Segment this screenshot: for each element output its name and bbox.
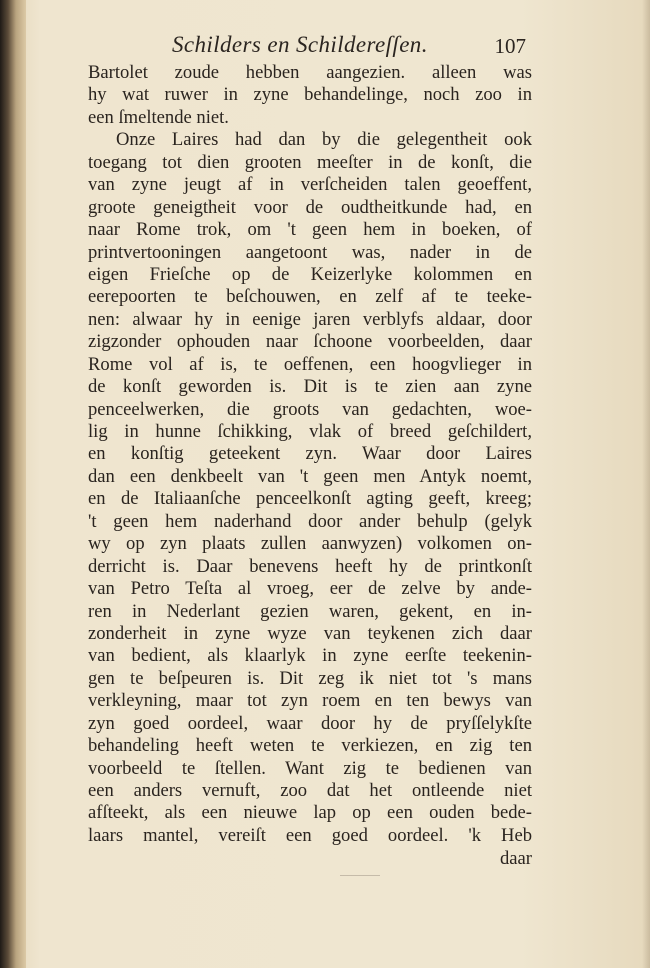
text-line: penceelwerken, die groots van gedachten, woe- [88,398,532,420]
running-title: Schilders en Schildereſſen. [172,32,428,57]
text-line: Rome vol af is, te oeffenen, een hoogvlieger in [88,353,532,375]
text-line: de konſt geworden is. Dit is te zien aan zyne [88,376,532,398]
text-line: van Petro Teſta al vroeg, eer de zelve by ande- [88,578,532,600]
text-line: van bedient, als klaarlyk in zyne eerſte teekenin- [88,645,532,667]
faint-mark [340,875,380,876]
text-line: toegang tot dien grooten meeſter in de konſt, die [88,151,532,173]
running-head [96,32,526,62]
text-line: ren in Nederlant gezien waren, gekent, en in- [88,600,532,622]
text-line: zyn goed oordeel, waar door hy de pryſſelykſte [88,712,532,734]
text-line: nen: alwaar hy in eenige jaren verblyfs aldaar, door [88,308,532,330]
text-line: en konſtig geteekent zyn. Waar door Laires [88,443,532,465]
text-line: eerepoorten te beſchouwen, en zelf af te teeke- [88,286,532,308]
text-line: naar Rome trok, om 't geen hem in boeken, of [88,219,532,241]
text-line: derricht is. Daar benevens heeft hy de printkonſt [88,555,532,577]
text-line: hy wat ruwer in zyne behandelinge, noch zoo in [88,84,532,106]
body-text [88,62,532,871]
text-line: zigzonder ophouden naar ſchoone voorbeelden, daar [88,331,532,353]
book-gutter [0,0,26,968]
text-line: verkleyning, maar tot zyn roem en ten bewys van [88,690,532,712]
catchword: daar [500,848,532,870]
text-line: groote geneigtheit voor de oudtheitkunde had, en [88,196,532,218]
text-line: 't geen hem naderhand door ander behulp (gelyk [88,510,532,532]
text-line: behandeling heeft weten te verkiezen, en zig ten [88,735,532,757]
text-line: een ſmeltende niet. [88,106,229,128]
text-line: afſteekt, als een nieuwe lap op een ouden bede- [88,802,532,824]
text-line: en de Italiaanſche penceelkonſt agting geeft, kreeg; [88,488,532,510]
text-line: eigen Frieſche op de Keizerlyke kolommen en [88,263,532,285]
text-line: Bartolet zoude hebben aangezien. alleen was [88,62,532,83]
text-line: lig in hunne ſchikking, vlak of breed geſchildert, [88,421,532,442]
text-line: dan een denkbeelt van 't geen men Antyk noemt, [88,465,532,487]
page-number: 107 [494,34,526,58]
text-line: printvertooningen aangetoont was, nader in de [88,241,532,263]
text-line: zonderheit in zyne wyze van teykenen zich daar [88,622,532,644]
page-edge-shadow [642,0,650,968]
text-line: voorbeeld te ſtellen. Want zig te bedienen van [88,757,532,779]
text-line: een anders vernuft, zoo dat het ontleende niet [88,780,532,801]
text-line: gen te beſpeuren is. Dit zeg ik niet tot 's mans [88,667,532,689]
text-line: Onze Laires had dan by die gelegentheit ook [116,129,532,151]
text-line: van zyne jeugt af in verſcheiden talen geoeffent, [88,174,532,196]
text-line: wy op zyn plaats zullen aanwyzen) volkomen on- [88,533,532,555]
text-line: laars mantel, vereiſt een goed oordeel. 'k Heb [88,824,532,846]
